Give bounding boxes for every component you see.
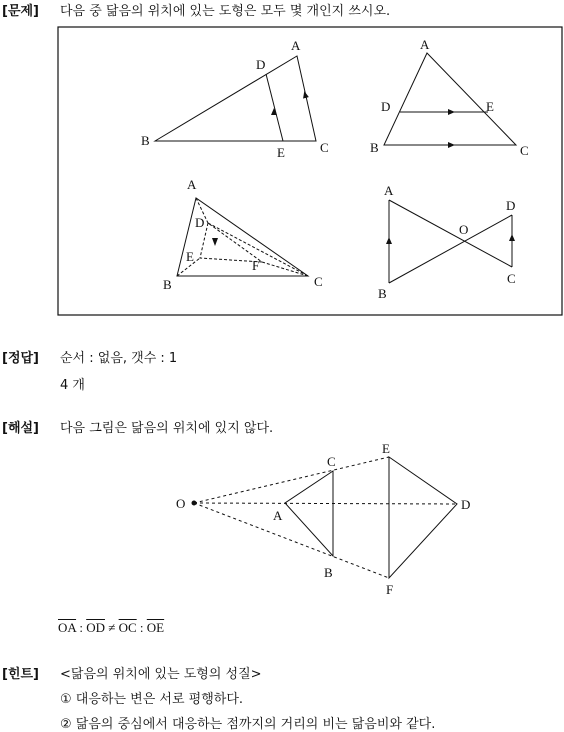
hint-item-1: ① 대응하는 변은 서로 평행하다. bbox=[60, 692, 244, 707]
exp-label-b: B bbox=[324, 565, 333, 580]
fig1-label-b: B bbox=[141, 133, 150, 148]
exp-label-e: E bbox=[382, 441, 390, 456]
fig4-label-b: B bbox=[378, 286, 387, 301]
fig1-label-c: C bbox=[320, 140, 329, 155]
segment-oc: $\overline{OC}$ bbox=[118, 620, 137, 635]
fig2-label-b: B bbox=[370, 140, 379, 155]
fig3-label-f: F bbox=[252, 258, 260, 273]
hint-tag: [힌트] bbox=[2, 667, 39, 682]
colon-2: : bbox=[136, 620, 147, 635]
answer-tag: [정답] bbox=[2, 351, 39, 366]
fig2-label-a: A bbox=[420, 37, 430, 52]
exp-label-c: C bbox=[327, 454, 336, 469]
exp-label-f: F bbox=[386, 582, 394, 597]
colon-1: : bbox=[76, 620, 87, 635]
figure-1 bbox=[155, 56, 316, 141]
fig2-label-c: C bbox=[520, 143, 529, 158]
segment-oa: $\overline{OA}$ bbox=[58, 620, 77, 635]
fig3-label-b: B bbox=[163, 277, 172, 292]
hint-title: <닮음의 위치에 있는 도형의 성질> bbox=[60, 667, 262, 682]
fig4-label-o: O bbox=[459, 222, 469, 237]
exp-label-d: D bbox=[461, 497, 471, 512]
fig1-label-a: A bbox=[291, 38, 301, 53]
fig3-label-e: E bbox=[186, 249, 194, 264]
exp-label-o: O bbox=[176, 496, 186, 511]
fig1-label-e: E bbox=[277, 145, 285, 160]
fig1-label-d: D bbox=[256, 57, 266, 72]
ratio-formula bbox=[58, 620, 164, 636]
problem-tag: [문제] bbox=[2, 4, 39, 19]
figure-3 bbox=[177, 198, 308, 276]
figure-4 bbox=[389, 200, 512, 283]
fig3-label-c: C bbox=[314, 274, 323, 289]
not-equal-sign: ≠ bbox=[104, 620, 119, 635]
segment-od: $\overline{OD}$ bbox=[86, 620, 105, 635]
explanation-figure bbox=[192, 457, 457, 578]
fig4-label-a: A bbox=[384, 183, 394, 198]
fig3-label-a: A bbox=[187, 177, 197, 192]
problem-text: 다음 중 닮음의 위치에 있는 도형은 모두 몇 개인지 쓰시오. bbox=[60, 4, 391, 19]
fig3-label-d: D bbox=[195, 215, 205, 230]
hint-item-2: ② 닮음의 중심에서 대응하는 점까지의 거리의 비는 닮음비와 같다. bbox=[60, 717, 436, 732]
fig4-label-d: D bbox=[506, 198, 516, 213]
fig2-label-e: E bbox=[486, 99, 494, 114]
fig2-label-d: D bbox=[381, 99, 391, 114]
figure-box bbox=[58, 27, 562, 315]
fig4-label-c: C bbox=[507, 271, 516, 286]
exp-label-a: A bbox=[273, 508, 283, 523]
explanation-text: 다음 그림은 닮음의 위치에 있지 않다. bbox=[60, 421, 274, 436]
figure-2 bbox=[384, 53, 516, 145]
explanation-tag: [해설] bbox=[2, 421, 39, 436]
answer-line-2: 4 개 bbox=[60, 378, 85, 393]
answer-line-1: 순서 : 없음, 갯수 : 1 bbox=[60, 351, 178, 366]
segment-oe: $\overline{OE}$ bbox=[146, 620, 165, 635]
